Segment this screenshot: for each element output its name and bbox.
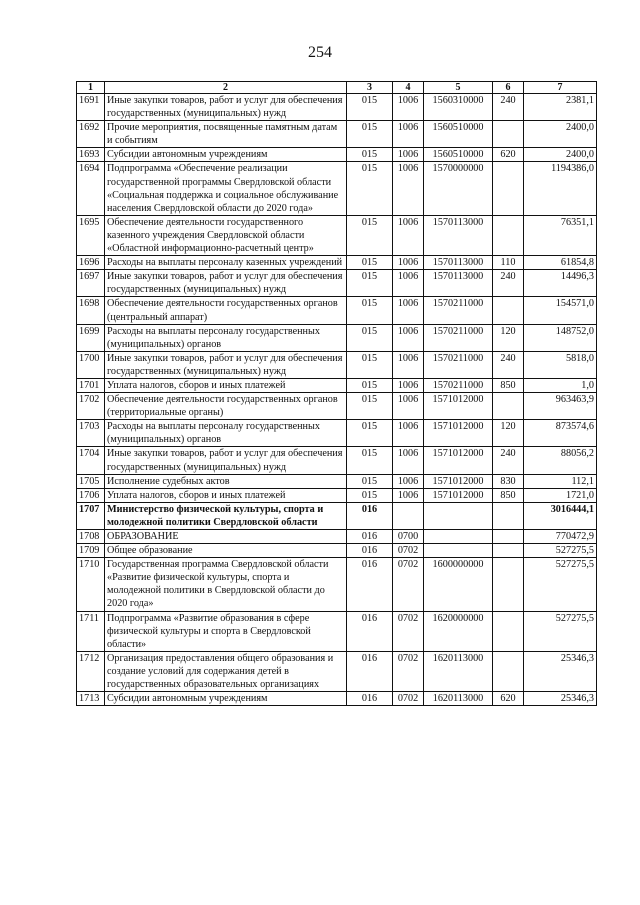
cell-col4: 0702 bbox=[393, 611, 424, 651]
cell-col4: 1006 bbox=[393, 94, 424, 121]
cell-col6: 240 bbox=[493, 94, 524, 121]
row-number: 1695 bbox=[77, 215, 105, 255]
row-name: Подпрограмма «Развитие образования в сфере физической культуры и спорта в Свердловской области» bbox=[105, 611, 347, 651]
row-number: 1713 bbox=[77, 692, 105, 706]
table-row bbox=[77, 270, 597, 297]
table-row bbox=[77, 378, 597, 392]
cell-col5: 1570113000 bbox=[424, 256, 493, 270]
row-name: Иные закупки товаров, работ и услуг для обеспечения государственных (муниципальных) нужд bbox=[105, 351, 347, 378]
cell-col4: 0702 bbox=[393, 651, 424, 691]
cell-col3: 015 bbox=[347, 420, 393, 447]
cell-amount: 873574,6 bbox=[524, 420, 597, 447]
cell-col4: 1006 bbox=[393, 297, 424, 324]
cell-amount: 1,0 bbox=[524, 378, 597, 392]
cell-amount: 88056,2 bbox=[524, 447, 597, 474]
cell-col4: 1006 bbox=[393, 351, 424, 378]
cell-col5: 1570113000 bbox=[424, 270, 493, 297]
row-name: Субсидии автономным учреждениям bbox=[105, 692, 347, 706]
table-row bbox=[77, 651, 597, 691]
cell-amount: 963463,9 bbox=[524, 393, 597, 420]
row-name: Прочие мероприятия, посвященные памятным датам и событиям bbox=[105, 121, 347, 148]
column-header: 1 bbox=[77, 82, 105, 94]
row-name: Расходы на выплаты персоналу государственных (муниципальных) органов bbox=[105, 324, 347, 351]
cell-col6: 240 bbox=[493, 351, 524, 378]
row-name: Иные закупки товаров, работ и услуг для обеспечения государственных (муниципальных) нужд bbox=[105, 447, 347, 474]
row-number: 1705 bbox=[77, 474, 105, 488]
cell-amount: 112,1 bbox=[524, 474, 597, 488]
budget-table bbox=[76, 81, 597, 706]
cell-col3: 015 bbox=[347, 324, 393, 351]
row-name: Исполнение судебных актов bbox=[105, 474, 347, 488]
row-name: Иные закупки товаров, работ и услуг для обеспечения государственных (муниципальных) нужд bbox=[105, 270, 347, 297]
cell-col6 bbox=[493, 558, 524, 611]
cell-col6: 120 bbox=[493, 420, 524, 447]
row-number: 1706 bbox=[77, 488, 105, 502]
cell-col4: 1006 bbox=[393, 162, 424, 215]
cell-col3: 016 bbox=[347, 692, 393, 706]
column-header: 5 bbox=[424, 82, 493, 94]
cell-col3: 015 bbox=[347, 488, 393, 502]
cell-col5: 1620113000 bbox=[424, 692, 493, 706]
cell-col3: 016 bbox=[347, 558, 393, 611]
table-row bbox=[77, 530, 597, 544]
cell-col4: 1006 bbox=[393, 488, 424, 502]
cell-col3: 016 bbox=[347, 544, 393, 558]
cell-col5: 1571012000 bbox=[424, 474, 493, 488]
cell-col4: 1006 bbox=[393, 447, 424, 474]
cell-amount: 770472,9 bbox=[524, 530, 597, 544]
row-name: Обеспечение деятельности государственных органов (территориальные органы) bbox=[105, 393, 347, 420]
cell-col5: 1560510000 bbox=[424, 121, 493, 148]
row-name: Организация предоставления общего образования и создание условий для содержания детей в государственных образовательных организациях bbox=[105, 651, 347, 691]
row-number: 1710 bbox=[77, 558, 105, 611]
row-name: Иные закупки товаров, работ и услуг для обеспечения государственных (муниципальных) нужд bbox=[105, 94, 347, 121]
row-name: Субсидии автономным учреждениям bbox=[105, 148, 347, 162]
cell-col6 bbox=[493, 651, 524, 691]
cell-amount: 527275,5 bbox=[524, 558, 597, 611]
cell-amount: 5818,0 bbox=[524, 351, 597, 378]
row-name: ОБРАЗОВАНИЕ bbox=[105, 530, 347, 544]
table-row bbox=[77, 162, 597, 215]
cell-col5: 1620000000 bbox=[424, 611, 493, 651]
cell-col3: 016 bbox=[347, 502, 393, 529]
cell-col3: 015 bbox=[347, 297, 393, 324]
row-number: 1691 bbox=[77, 94, 105, 121]
row-name: Подпрограмма «Обеспечение реализации государственной программы Свердловской области «Социальная поддержка и социальное обслуживание населения Свердловской области до 2020 года» bbox=[105, 162, 347, 215]
table-row bbox=[77, 297, 597, 324]
cell-col4: 1006 bbox=[393, 324, 424, 351]
row-number: 1694 bbox=[77, 162, 105, 215]
cell-col6: 110 bbox=[493, 256, 524, 270]
cell-amount: 2400,0 bbox=[524, 148, 597, 162]
cell-col4: 0702 bbox=[393, 692, 424, 706]
table-row bbox=[77, 488, 597, 502]
table-row bbox=[77, 324, 597, 351]
cell-col6: 850 bbox=[493, 378, 524, 392]
row-name: Расходы на выплаты персоналу государственных (муниципальных) органов bbox=[105, 420, 347, 447]
cell-col5: 1571012000 bbox=[424, 420, 493, 447]
row-number: 1693 bbox=[77, 148, 105, 162]
cell-col5 bbox=[424, 502, 493, 529]
row-number: 1709 bbox=[77, 544, 105, 558]
row-number: 1697 bbox=[77, 270, 105, 297]
cell-col4: 1006 bbox=[393, 378, 424, 392]
cell-amount: 2381,1 bbox=[524, 94, 597, 121]
row-name: Расходы на выплаты персоналу казенных учреждений bbox=[105, 256, 347, 270]
row-number: 1707 bbox=[77, 502, 105, 529]
cell-col3: 016 bbox=[347, 530, 393, 544]
cell-col5: 1570000000 bbox=[424, 162, 493, 215]
row-number: 1708 bbox=[77, 530, 105, 544]
cell-col6 bbox=[493, 611, 524, 651]
cell-col3: 015 bbox=[347, 94, 393, 121]
row-number: 1699 bbox=[77, 324, 105, 351]
cell-col4: 0702 bbox=[393, 544, 424, 558]
cell-amount: 154571,0 bbox=[524, 297, 597, 324]
cell-col6 bbox=[493, 215, 524, 255]
cell-col6: 830 bbox=[493, 474, 524, 488]
row-name: Обеспечение деятельности государственных органов (центральный аппарат) bbox=[105, 297, 347, 324]
cell-col3: 015 bbox=[347, 351, 393, 378]
table-row bbox=[77, 502, 597, 529]
row-number: 1701 bbox=[77, 378, 105, 392]
table-row bbox=[77, 393, 597, 420]
row-number: 1704 bbox=[77, 447, 105, 474]
cell-col3: 015 bbox=[347, 270, 393, 297]
cell-col4 bbox=[393, 502, 424, 529]
column-header: 3 bbox=[347, 82, 393, 94]
cell-col4: 1006 bbox=[393, 256, 424, 270]
cell-col6 bbox=[493, 544, 524, 558]
cell-col5: 1571012000 bbox=[424, 488, 493, 502]
page-number: 254 bbox=[308, 44, 332, 61]
table-row bbox=[77, 447, 597, 474]
table-row bbox=[77, 148, 597, 162]
row-number: 1700 bbox=[77, 351, 105, 378]
cell-col6 bbox=[493, 530, 524, 544]
cell-col4: 0700 bbox=[393, 530, 424, 544]
cell-col3: 015 bbox=[347, 393, 393, 420]
cell-col3: 015 bbox=[347, 447, 393, 474]
cell-col5 bbox=[424, 544, 493, 558]
column-header: 4 bbox=[393, 82, 424, 94]
cell-amount: 2400,0 bbox=[524, 121, 597, 148]
cell-col3: 015 bbox=[347, 256, 393, 270]
cell-amount: 14496,3 bbox=[524, 270, 597, 297]
cell-amount: 25346,3 bbox=[524, 651, 597, 691]
table-row bbox=[77, 121, 597, 148]
table-row bbox=[77, 474, 597, 488]
table-row bbox=[77, 611, 597, 651]
row-number: 1711 bbox=[77, 611, 105, 651]
cell-amount: 76351,1 bbox=[524, 215, 597, 255]
cell-col5: 1571012000 bbox=[424, 447, 493, 474]
table-row bbox=[77, 692, 597, 706]
cell-amount: 3016444,1 bbox=[524, 502, 597, 529]
table-row bbox=[77, 94, 597, 121]
cell-amount: 148752,0 bbox=[524, 324, 597, 351]
cell-col6: 850 bbox=[493, 488, 524, 502]
cell-col4: 1006 bbox=[393, 270, 424, 297]
table-row bbox=[77, 558, 597, 611]
column-header: 2 bbox=[105, 82, 347, 94]
cell-col5: 1570211000 bbox=[424, 324, 493, 351]
cell-col3: 015 bbox=[347, 121, 393, 148]
row-name: Общее образование bbox=[105, 544, 347, 558]
row-number: 1702 bbox=[77, 393, 105, 420]
cell-col5 bbox=[424, 530, 493, 544]
cell-col4: 1006 bbox=[393, 121, 424, 148]
column-header: 7 bbox=[524, 82, 597, 94]
cell-col6: 240 bbox=[493, 447, 524, 474]
cell-col6 bbox=[493, 162, 524, 215]
cell-col6 bbox=[493, 502, 524, 529]
cell-col4: 1006 bbox=[393, 148, 424, 162]
cell-col3: 016 bbox=[347, 611, 393, 651]
cell-col6: 620 bbox=[493, 692, 524, 706]
cell-col4: 0702 bbox=[393, 558, 424, 611]
cell-col3: 016 bbox=[347, 651, 393, 691]
cell-col6 bbox=[493, 393, 524, 420]
cell-amount: 527275,5 bbox=[524, 544, 597, 558]
table-row bbox=[77, 215, 597, 255]
cell-col3: 015 bbox=[347, 215, 393, 255]
cell-col5: 1570211000 bbox=[424, 378, 493, 392]
row-name: Министерство физической культуры, спорта и молодежной политики Свердловской области bbox=[105, 502, 347, 529]
cell-col6: 620 bbox=[493, 148, 524, 162]
cell-col3: 015 bbox=[347, 378, 393, 392]
cell-col6 bbox=[493, 297, 524, 324]
cell-col3: 015 bbox=[347, 474, 393, 488]
row-number: 1698 bbox=[77, 297, 105, 324]
row-name: Обеспечение деятельности государственного казенного учреждения Свердловской области «Областной информационно-расчетный центр» bbox=[105, 215, 347, 255]
cell-amount: 527275,5 bbox=[524, 611, 597, 651]
cell-col5: 1560310000 bbox=[424, 94, 493, 121]
cell-col3: 015 bbox=[347, 162, 393, 215]
cell-col6: 120 bbox=[493, 324, 524, 351]
cell-col5: 1570211000 bbox=[424, 351, 493, 378]
cell-col5: 1560510000 bbox=[424, 148, 493, 162]
cell-col5: 1620113000 bbox=[424, 651, 493, 691]
cell-amount: 1721,0 bbox=[524, 488, 597, 502]
column-header: 6 bbox=[493, 82, 524, 94]
table-row bbox=[77, 351, 597, 378]
cell-col5: 1571012000 bbox=[424, 393, 493, 420]
row-number: 1696 bbox=[77, 256, 105, 270]
header-row bbox=[77, 82, 597, 94]
row-name: Уплата налогов, сборов и иных платежей bbox=[105, 488, 347, 502]
cell-col3: 015 bbox=[347, 148, 393, 162]
cell-amount: 61854,8 bbox=[524, 256, 597, 270]
cell-col5: 1570113000 bbox=[424, 215, 493, 255]
row-name: Государственная программа Свердловской области «Развитие физической культуры, спорта и молодежной политики в Свердловской области до 2020 года» bbox=[105, 558, 347, 611]
row-number: 1712 bbox=[77, 651, 105, 691]
row-number: 1703 bbox=[77, 420, 105, 447]
cell-col5: 1600000000 bbox=[424, 558, 493, 611]
cell-col4: 1006 bbox=[393, 215, 424, 255]
row-name: Уплата налогов, сборов и иных платежей bbox=[105, 378, 347, 392]
cell-col4: 1006 bbox=[393, 393, 424, 420]
table-row bbox=[77, 420, 597, 447]
table-row bbox=[77, 256, 597, 270]
cell-amount: 25346,3 bbox=[524, 692, 597, 706]
cell-col6 bbox=[493, 121, 524, 148]
cell-col4: 1006 bbox=[393, 474, 424, 488]
table-row bbox=[77, 544, 597, 558]
cell-col5: 1570211000 bbox=[424, 297, 493, 324]
cell-col6: 240 bbox=[493, 270, 524, 297]
cell-col4: 1006 bbox=[393, 420, 424, 447]
row-number: 1692 bbox=[77, 121, 105, 148]
cell-amount: 1194386,0 bbox=[524, 162, 597, 215]
